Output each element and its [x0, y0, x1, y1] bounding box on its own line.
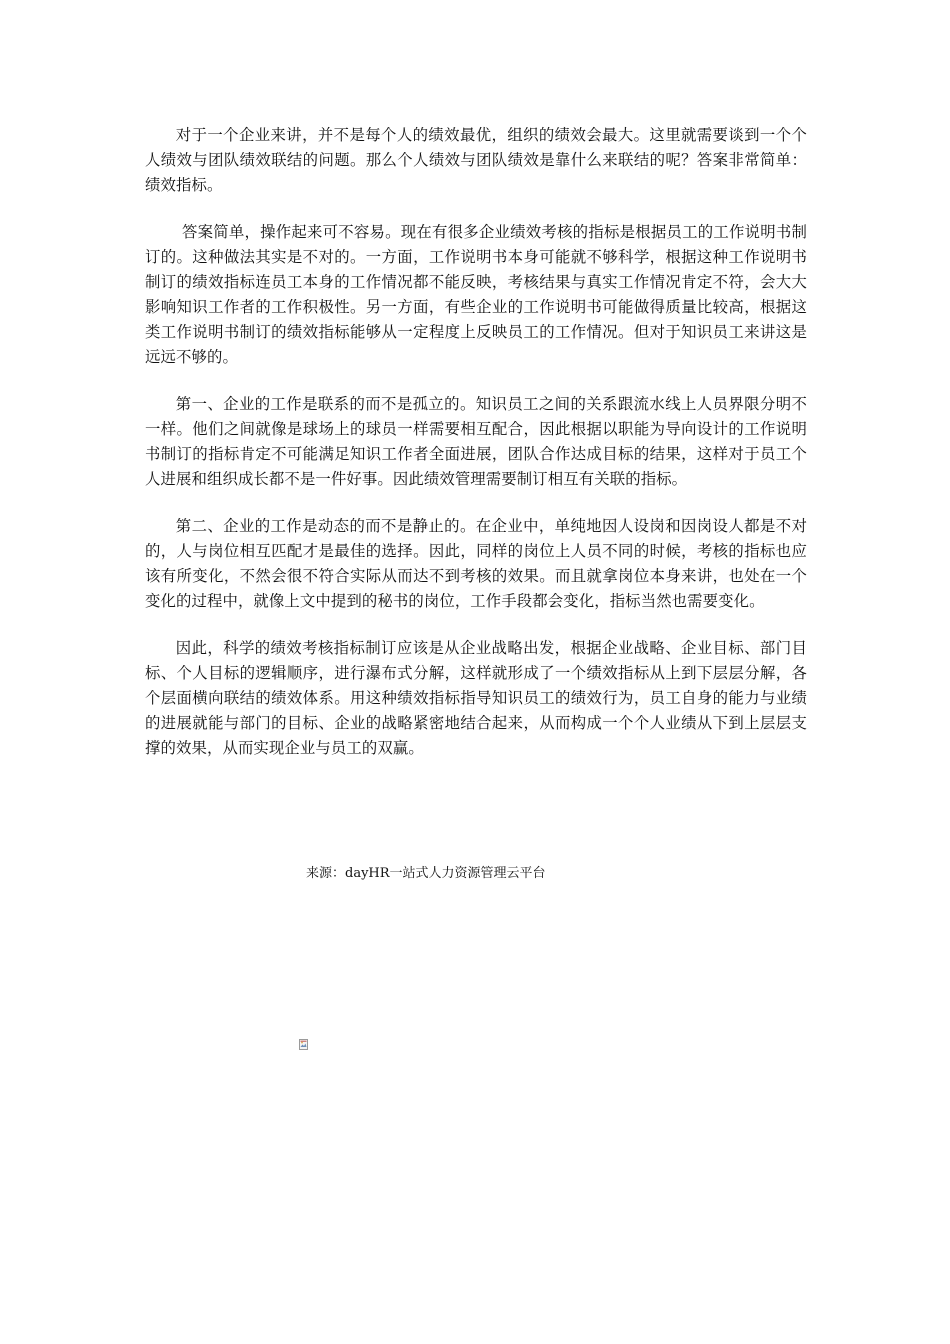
paragraph-4: 第二、企业的工作是动态的而不是静止的。在企业中，单纯地因人设岗和因岗设人都是不对的，人与岗位相互匹配才是最佳的选择。因此，同样的岗位上人员不同的时候，考核的指标也应该有所变化，不然会很不符合实际从而达不到考核的效果。而且就拿岗位本身来讲，也处在一个变化的过程中，就像上文中提到的秘书的岗位，工作手段都会变化，指标当然也需要变化。 [145, 517, 807, 610]
source-line: 来源：dayHR一站式人力资源管理云平台 [306, 866, 546, 881]
document-body [145, 123, 807, 783]
paragraph-5: 因此，科学的绩效考核指标制订应该是从企业战略出发，根据企业战略、企业目标、部门目标、个人目标的逻辑顺序，进行瀑布式分解，这样就形成了一个绩效指标从上到下层层分解，各个层面横向联结的绩效体系。用这种绩效指标指导知识员工的绩效行为，员工自身的能力与业绩的进展就能与部门的目标、企业的战略紧密地结合起来，从而构成一个个人业绩从下到上层层支撑的效果，从而实现企业与员工的双赢。 [145, 639, 807, 757]
broken-image-icon [299, 1035, 308, 1046]
paragraph-2: 答案简单，操作起来可不容易。现在有很多企业绩效考核的指标是根据员工的工作说明书制订的。这种做法其实是不对的。一方面，工作说明书本身可能就不够科学，根据这种工作说明书制订的绩效指标连员工本身的工作情况都不能反映，考核结果与真实工作情况肯定不符，会大大影响知识工作者的工作积极性。另一方面，有些企业的工作说明书可能做得质量比较高，根据这类工作说明书制订的绩效指标能够从一定程度上反映员工的工作情况。但对于知识员工来讲这是远远不够的。 [145, 223, 807, 366]
paragraph-1: 对于一个企业来讲，并不是每个人的绩效最优，组织的绩效会最大。这里就需要谈到一个个人绩效与团队绩效联结的问题。那么个人绩效与团队绩效是靠什么来联结的呢？答案非常简单：绩效指标。 [145, 126, 807, 194]
broken-image-icon-graphic [299, 1039, 308, 1050]
paragraph-3: 第一、企业的工作是联系的而不是孤立的。知识员工之间的关系跟流水线上人员界限分明不一样。他们之间就像是球场上的球员一样需要相互配合，因此根据以职能为导向设计的工作说明书制订的指标肯定不可能满足知识工作者全面进展，团队合作达成目标的结果，这样对于员工个人进展和组织成长都不是一件好事。因此绩效管理需要制订相互有关联的指标。 [145, 395, 807, 488]
